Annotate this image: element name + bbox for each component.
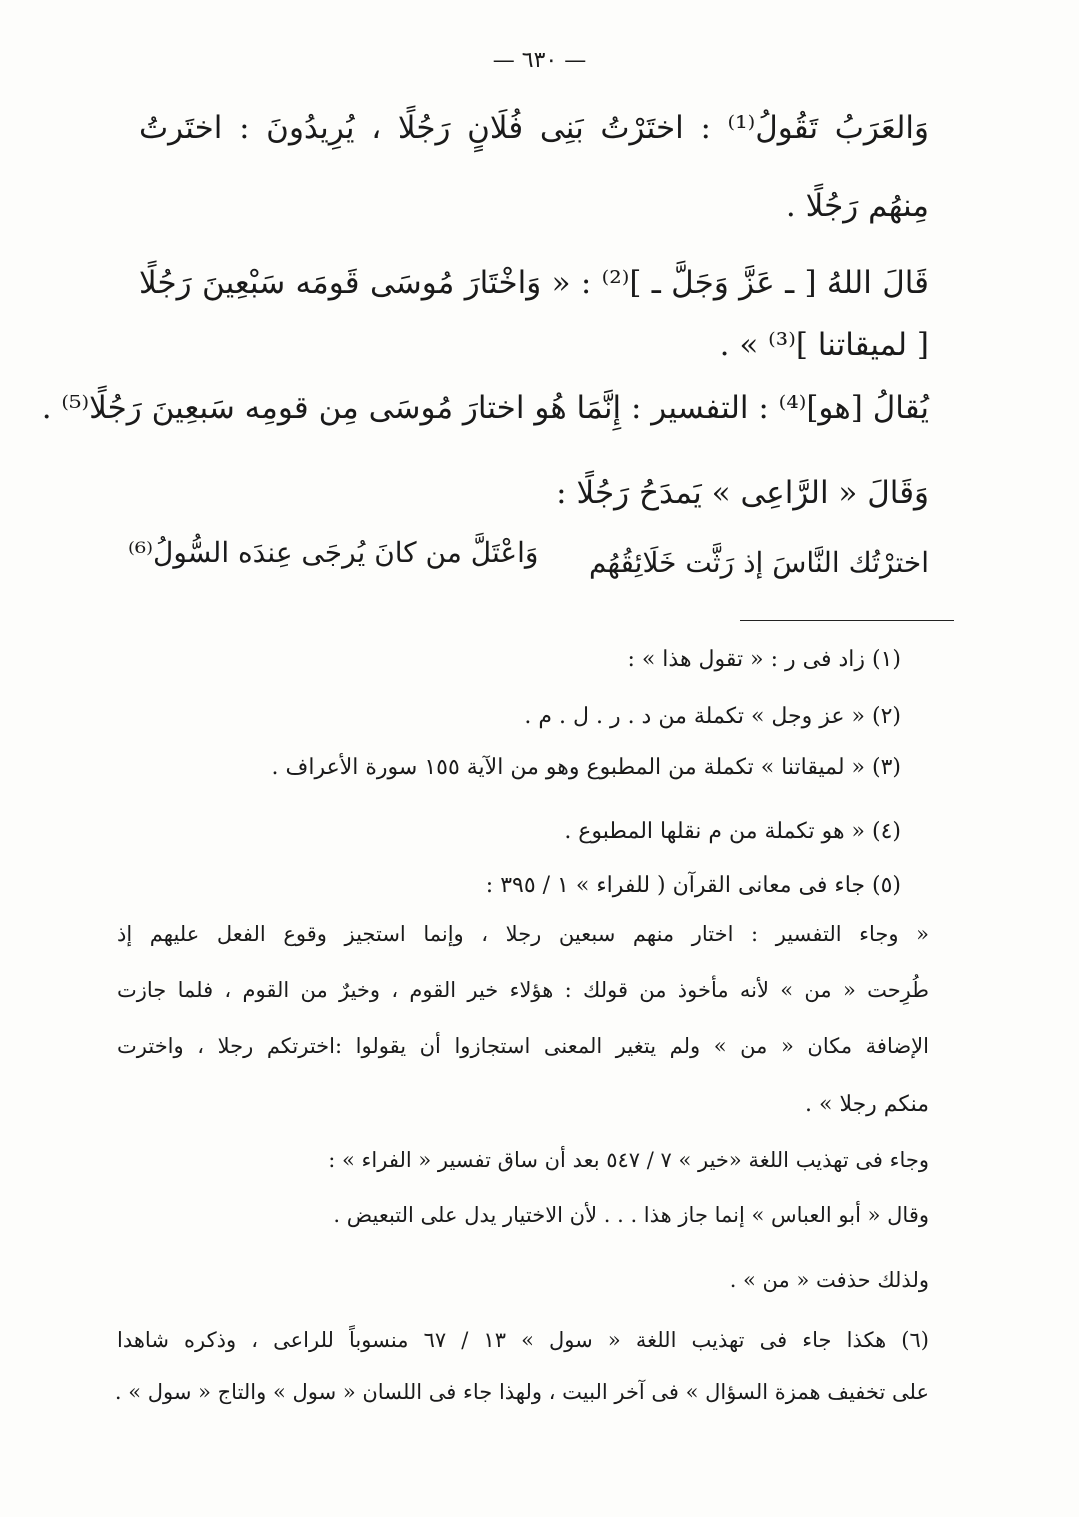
- footnote-6-line-1: (٦) هكذا جاء فى تهذيب اللغة « سول » ١٣ / ٦٧ منسوباً للراعى ، وذكره شاهدا: [117, 1328, 929, 1352]
- main-paragraph-2-line-1: قَالَ اللهُ [ ـ عَزَّ وَجَلَّ ـ ]⁽²⁾ : « وَاخْتَارَ مُوسَى قَومَه سَبْعِينَ رَجُلًا: [139, 265, 929, 301]
- footnote-5-quote-line-3: الإضافة مكان « من » ولم يتغير المعنى استجازوا أن يقولوا :اخترتكم رجلا ، واخترت: [117, 1034, 929, 1058]
- footnote-5-quote-line-4: منكم رجلا » .: [805, 1092, 929, 1117]
- main-paragraph-1-line-1: وَالعَرَبُ تَقُولُ⁽¹⁾ : اختَرْتُ بَنِى فُلَانٍ رَجُلًا ، يُرِيدُونَ : اختَرتُ: [139, 110, 929, 146]
- footnote-6-line-2: على تخفيف همزة السؤال » فى آخر البيت ، ولهذا جاء فى اللسان « سول » والتاج « سول » .: [114, 1380, 929, 1404]
- footnote-1: (١) زاد فى ر : « تقول هذا » :: [627, 647, 901, 672]
- footnote-divider: [740, 620, 954, 621]
- footnote-5-quote-line-2: طُرِحت « من » لأنه مأخوذ من قولك : هؤلاء خير القوم ، وخيرٌ من القوم ، فلما جازت: [117, 978, 929, 1002]
- footnote-5-tahdhib-line-3: ولذلك حذفت « من » .: [729, 1268, 929, 1292]
- verse-first-hemistich: اخترْتُك النَّاسَ إذ رَثَّت خَلَائِقُهُم: [588, 546, 929, 579]
- footnote-5-quote-line-1: « وجاء التفسير : اختار منهم سبعين رجلا ، وإنما استجيز وقوع الفعل عليهم إذ: [117, 922, 929, 946]
- footnote-2: (٢) « عز وجل » تكملة من د . ر . ل . م .: [524, 704, 901, 729]
- footnote-5: (٥) جاء فى معانى القرآن ( للفراء » ١ / ٣٩٥ :: [485, 873, 901, 898]
- main-paragraph-4-line-1: وَقَالَ « الرَّاعِى » يَمدَحُ رَجُلًا :: [556, 475, 929, 511]
- footnote-5-tahdhib-line-1: وجاء فى تهذيب اللغة «خير » ٧ / ٥٤٧ بعد أن ساق تفسير « الفراء » :: [328, 1148, 929, 1172]
- main-paragraph-2-line-2: [ لميقاتنا ]⁽³⁾ » .: [719, 327, 929, 363]
- verse-second-hemistich: وَاعْتَلَّ من كانَ يُرجَى عِندَه السُّولُ⁽⁶⁾: [128, 536, 539, 569]
- footnote-4: (٤) « هو تكملة من م نقلها المطبوع .: [564, 819, 901, 844]
- main-paragraph-1-line-2: مِنهُم رَجُلًا .: [785, 188, 929, 224]
- page-number: — ٦٣٠ —: [492, 48, 587, 73]
- footnote-3: (٣) « لميقاتنا » تكملة من المطبوع وهو من الآية ١٥٥ سورة الأعراف .: [271, 755, 901, 780]
- main-paragraph-3-line-1: يُقالُ [هو]⁽⁴⁾ : التفسير : إِنَّمَا هُو اختارَ مُوسَى مِن قومِه سَبعِينَ رَجُلًا⁽⁵⁾ .: [41, 390, 929, 426]
- footnote-5-tahdhib-line-2: وقال « أبو العباس » إنما جاز هذا . . . لأن الاختيار يدل على التبعيض .: [333, 1203, 929, 1227]
